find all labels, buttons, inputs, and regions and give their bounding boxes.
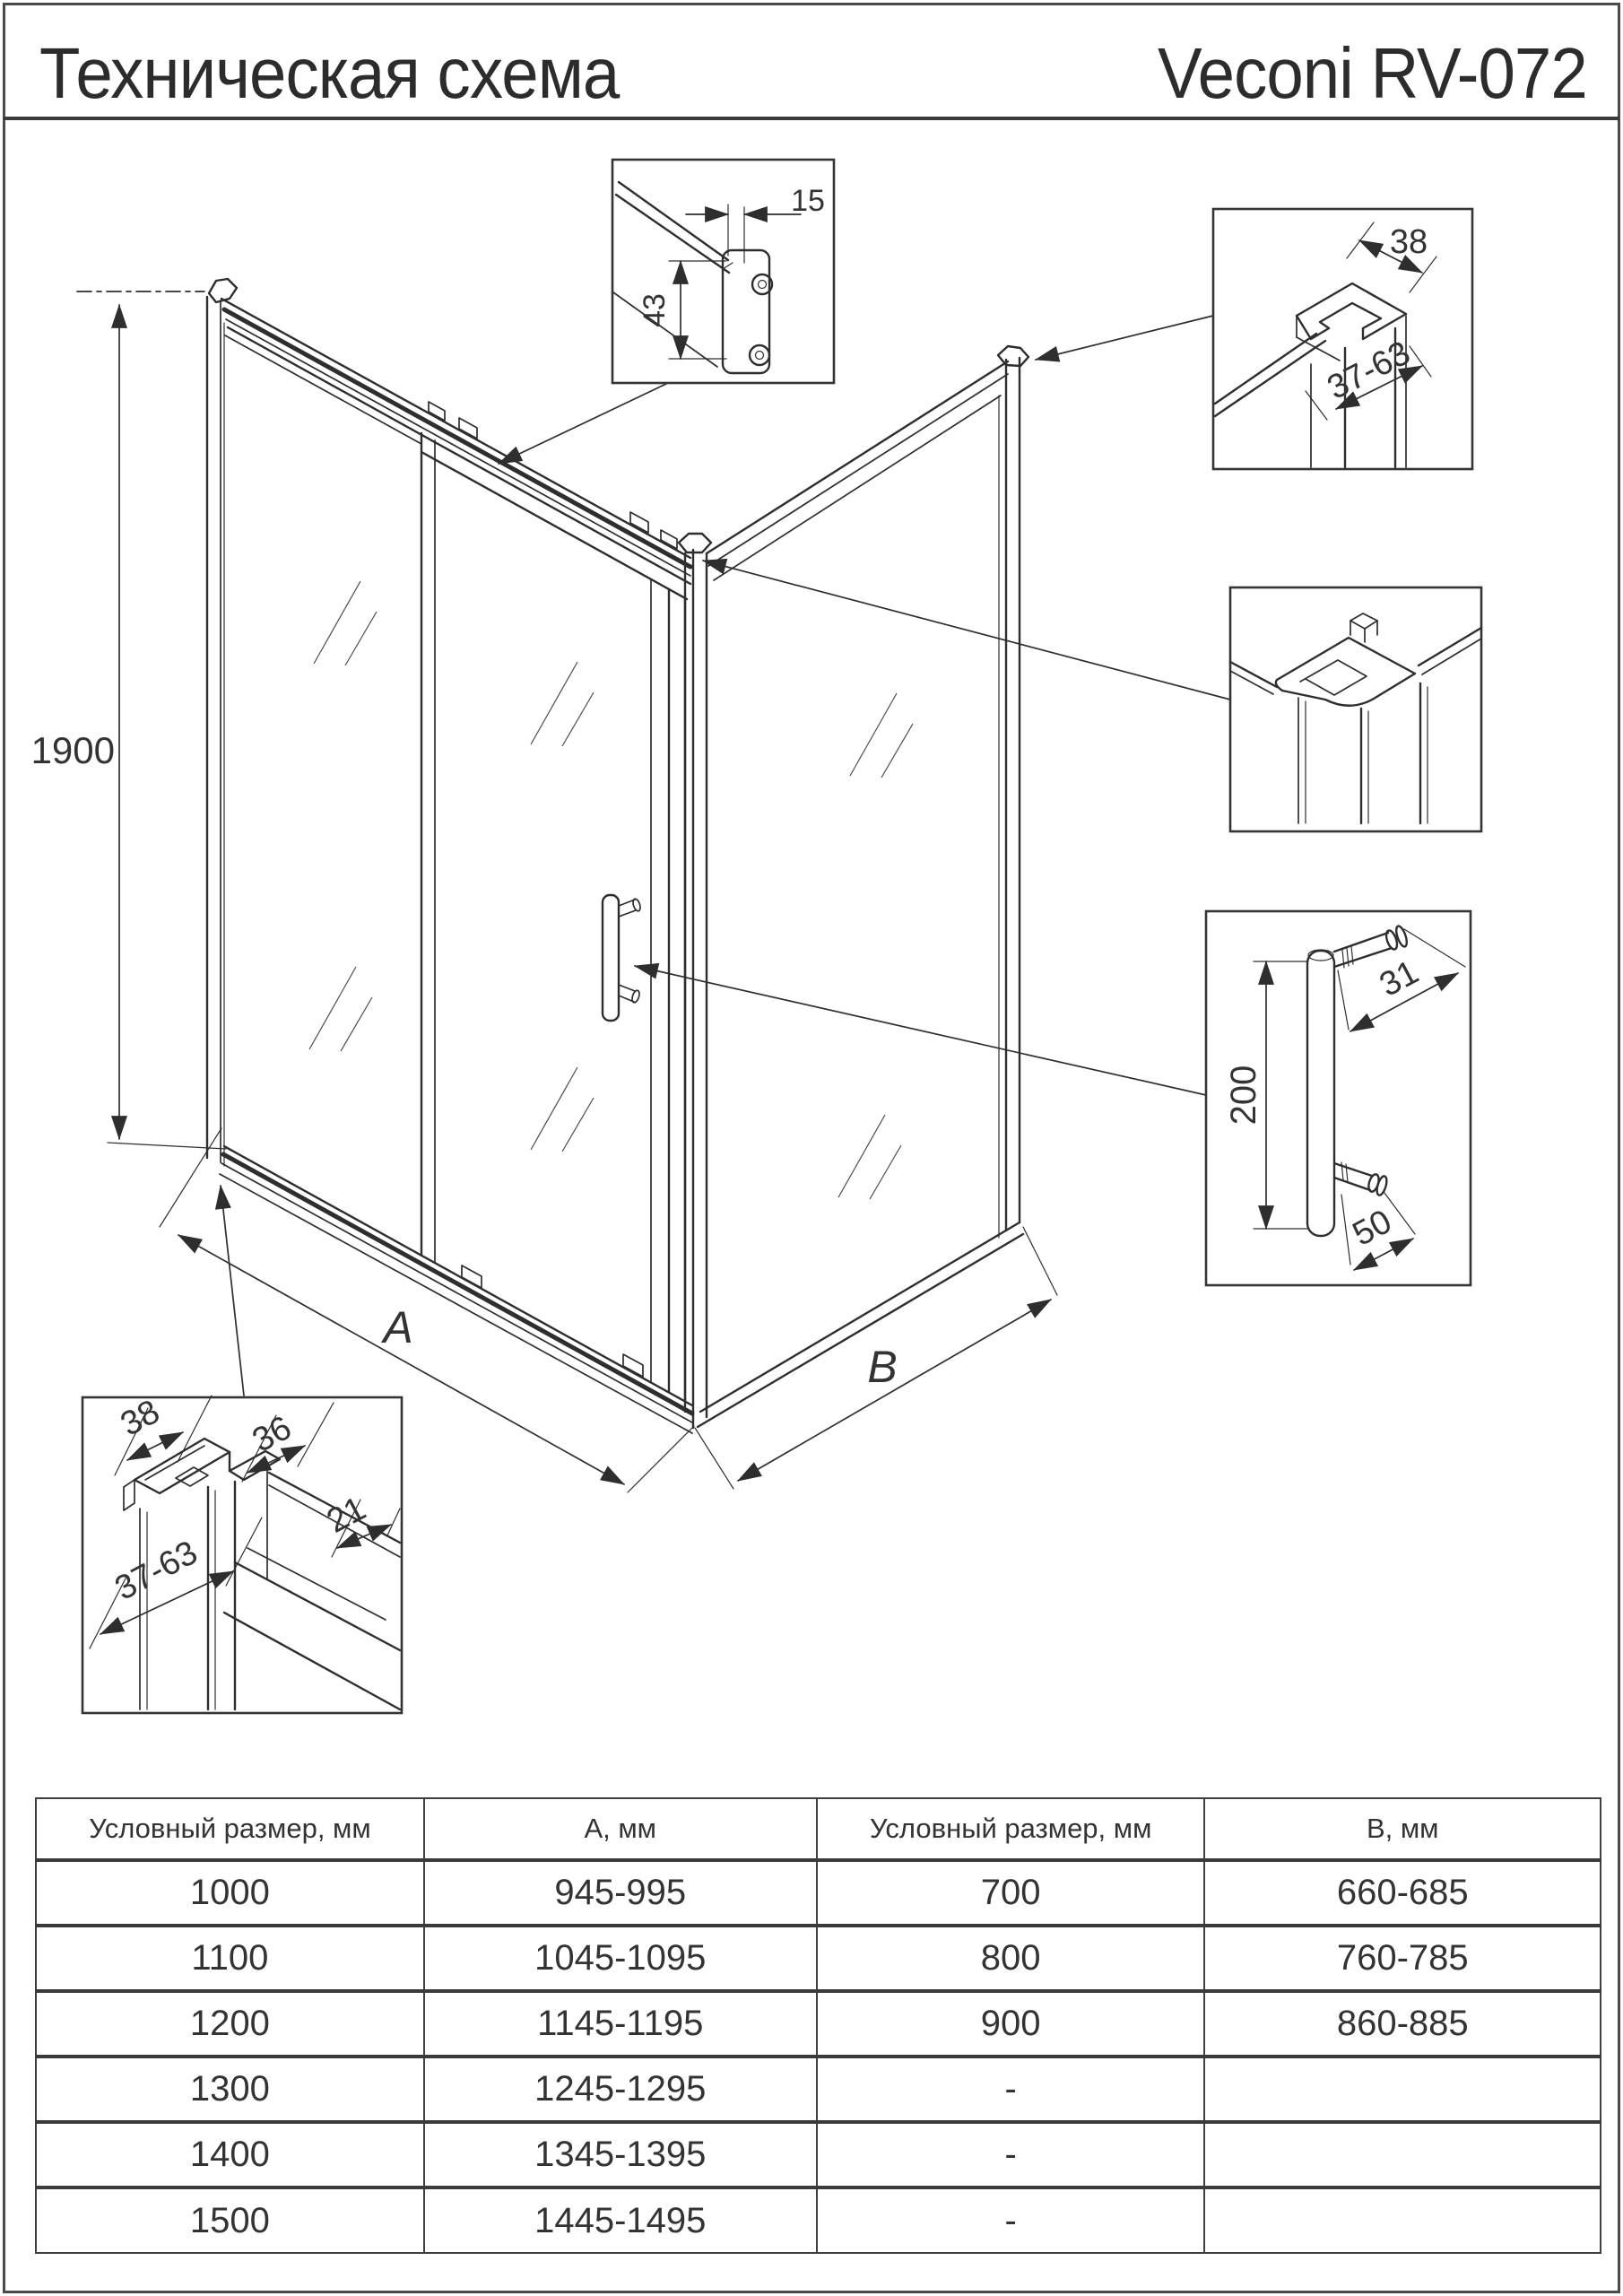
size-table	[35, 1797, 1601, 2254]
cell: -	[817, 2187, 1205, 2253]
svg-text:200: 200	[1224, 1065, 1263, 1126]
cell: 900	[817, 1991, 1205, 2057]
dim-bottom-glass-gap	[321, 1490, 400, 1557]
corner-post	[679, 534, 711, 1428]
cell: 1300	[36, 2057, 424, 2122]
detail-profile-bottom	[82, 1393, 402, 1713]
svg-text:36: 36	[246, 1408, 298, 1460]
table-header-row	[36, 1798, 1601, 1860]
cell: 860-885	[1204, 1991, 1601, 2057]
detail-wall-profile-top	[1213, 209, 1472, 469]
cell: 1400	[36, 2122, 424, 2187]
cell: 760-785	[1204, 1926, 1601, 1991]
cell: -	[817, 2057, 1205, 2122]
page-title: Техническая схема	[39, 33, 620, 113]
cell	[1204, 2122, 1601, 2187]
svg-text:38: 38	[114, 1392, 166, 1444]
cell: 1200	[36, 1991, 424, 2057]
col-header-b: В, мм	[1204, 1798, 1601, 1860]
svg-text:37-63: 37-63	[1321, 334, 1417, 408]
table-row	[36, 1991, 1601, 2057]
dim-width-a	[160, 1128, 694, 1492]
cell: 1245-1295	[424, 2057, 817, 2122]
dim-bottom-range	[90, 1518, 262, 1648]
svg-text:43: 43	[638, 293, 672, 327]
cell: 660-685	[1204, 1860, 1601, 1926]
cell: 1000	[36, 1860, 424, 1926]
cell	[1204, 2187, 1601, 2253]
dim-height-1900	[31, 291, 226, 1149]
dim-handle-length	[1224, 961, 1307, 1229]
svg-text:21: 21	[320, 1489, 372, 1541]
table-row	[36, 2187, 1601, 2253]
svg-text:31: 31	[1373, 952, 1425, 1004]
table-row	[36, 1860, 1601, 1926]
dim-wall-profile-width	[1347, 222, 1436, 292]
detail-handle	[1206, 911, 1471, 1285]
dim-width-label: A	[383, 1302, 413, 1352]
col-header-a: А, мм	[424, 1798, 817, 1860]
col-header-nominal-b: Условный размер, мм	[817, 1798, 1205, 1860]
svg-text:38: 38	[1389, 223, 1428, 261]
cell: 1445-1495	[424, 2187, 817, 2253]
door-divider	[421, 433, 687, 1263]
dim-depth-label: B	[867, 1342, 898, 1392]
model-code: Veconi RV-072	[1158, 33, 1587, 113]
top-track	[221, 299, 690, 584]
side-panel	[698, 346, 1028, 1427]
detail-roller	[612, 160, 834, 383]
cell: -	[817, 2122, 1205, 2187]
cell: 700	[817, 1860, 1205, 1926]
svg-text:15: 15	[791, 184, 825, 218]
dim-height-label: 1900	[30, 729, 115, 771]
col-header-nominal-a: Условный размер, мм	[36, 1798, 424, 1860]
cell: 1500	[36, 2187, 424, 2253]
cell: 1145-1195	[424, 1991, 817, 2057]
cell: 800	[817, 1926, 1205, 1991]
svg-text:37-63: 37-63	[108, 1534, 204, 1608]
shower-enclosure-view	[31, 279, 1230, 1492]
dim-bottom-inner-width	[242, 1403, 334, 1482]
dim-handle-depth	[1341, 1193, 1415, 1270]
cell: 1045-1095	[424, 1926, 817, 1991]
table-row	[36, 1926, 1601, 1991]
cell	[1204, 2057, 1601, 2122]
table-row	[36, 2057, 1601, 2122]
sliding-door-edge	[651, 579, 685, 1401]
cell: 1345-1395	[424, 2122, 817, 2187]
glass-hatching	[309, 581, 913, 1199]
cell: 1100	[36, 1926, 424, 1991]
dim-roller-height	[638, 261, 726, 359]
table-row	[36, 2122, 1601, 2187]
callout-leaders	[221, 316, 1230, 1396]
door-handle	[603, 895, 641, 1021]
left-wall-profile	[207, 279, 237, 1166]
dim-depth-b	[695, 1227, 1057, 1489]
cell: 945-995	[424, 1860, 817, 1926]
dim-wall-profile-range	[1306, 335, 1431, 420]
detail-corner-connector	[1230, 587, 1481, 831]
svg-text:50: 50	[1346, 1202, 1398, 1254]
